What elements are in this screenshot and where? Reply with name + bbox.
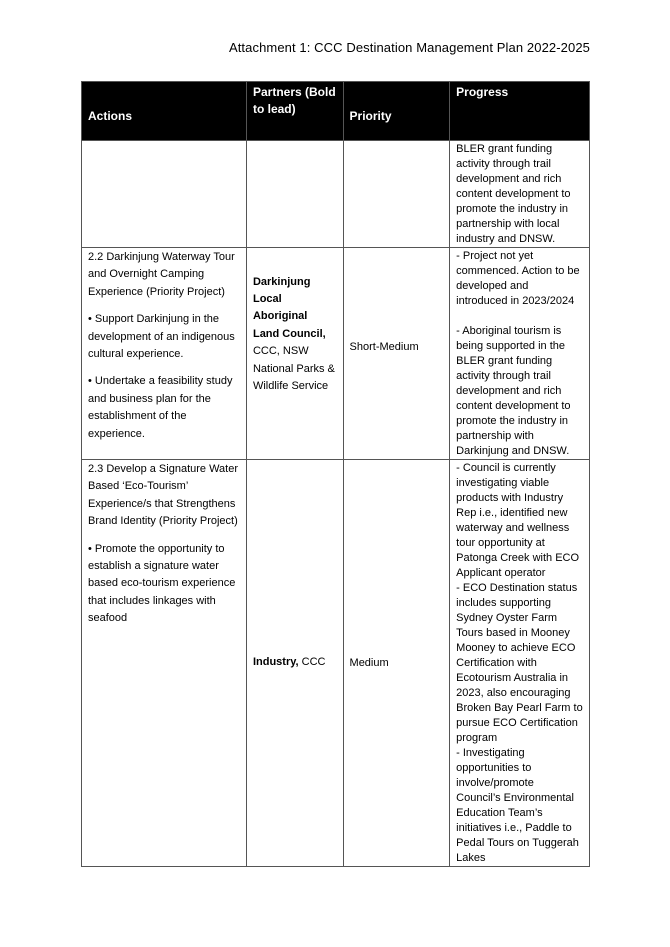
progress-line: Lakes (456, 852, 486, 864)
priority-value: Short-Medium (349, 341, 419, 353)
progress-line: tour opportunity at (456, 537, 545, 549)
column-header-priority: Priority (343, 82, 450, 141)
progress-line: introduced in 2023/2024 (456, 295, 575, 307)
progress-line: - ECO Destination status (456, 582, 578, 594)
table-header-row (82, 82, 590, 141)
priority-value: Medium (349, 656, 389, 669)
progress-line: Mooney to achieve ECO (456, 642, 576, 654)
progress-line: 2023, also encouraging (456, 687, 571, 699)
action-cell (82, 248, 247, 460)
progress-line: Pedal Tours on Tuggerah (456, 837, 579, 849)
document-header: Attachment 1: CCC Destination Management Plan 2022-2025 (228, 40, 590, 55)
column-header-partners: Partners (Bold to lead) (246, 82, 343, 141)
lead-partner: Darkinjung Local Aboriginal Land Council, (252, 275, 326, 340)
partners-cell (246, 248, 343, 460)
progress-line: Rep i.e., identified new (456, 507, 568, 519)
progress-line: partnership with (456, 430, 534, 442)
progress-line: Applicant operator (456, 567, 546, 579)
action-title: 2.2 Darkinjung Waterway Tour and Overnight Camping Experience (Priority Project) (88, 251, 235, 298)
progress-line: being supported in the (456, 340, 566, 352)
action-cell (82, 141, 247, 248)
progress-line: - Investigating (456, 747, 525, 759)
progress-line: Education Team’s (456, 807, 543, 819)
progress-line: industry and DNSW. (456, 233, 556, 245)
progress-cell (450, 141, 590, 248)
progress-line: development and rich (456, 385, 562, 397)
progress-cell (450, 460, 590, 867)
supporting-partners: CCC (298, 656, 326, 669)
progress-line: activity through trail (456, 158, 551, 170)
progress-line: Patonga Creek with ECO (456, 552, 580, 564)
lead-partner: Industry, (252, 656, 299, 669)
progress-line: Broken Bay Pearl Farm to (456, 702, 583, 714)
progress-line: BLER grant funding (456, 355, 553, 367)
table-row (82, 141, 590, 248)
column-header-actions: Actions (82, 82, 247, 141)
progress-line: initiatives i.e., Paddle to (456, 822, 572, 834)
priority-cell (343, 141, 450, 248)
progress-line: involve/promote (456, 777, 534, 789)
progress-line: products with Industry (456, 492, 564, 504)
progress-cell (450, 248, 590, 460)
column-header-progress: Progress (450, 82, 590, 141)
partners-cell (246, 141, 343, 248)
progress-line: includes supporting (456, 597, 551, 609)
progress-line: partnership with local (456, 218, 560, 230)
progress-line: investigating viable (456, 477, 550, 489)
progress-line: Ecotourism Australia in (456, 672, 569, 684)
progress-line: waterway and wellness (456, 522, 570, 534)
action-title: 2.3 Develop a Signature Water Based ‘Eco-Tourism’ Experience/s that Strengthens Brand Identity (Priority Project) (88, 463, 239, 528)
progress-line: - Council is currently (456, 462, 556, 474)
priority-cell (343, 460, 450, 867)
progress-line: content development to (456, 400, 571, 412)
progress-line: promote the industry in (456, 415, 569, 427)
progress-line: commenced. Action to be (456, 265, 580, 277)
progress-line: program (456, 732, 498, 744)
table-row (82, 248, 590, 460)
progress-line: development and rich (456, 173, 562, 185)
progress-line: Sydney Oyster Farm (456, 612, 558, 624)
table-row (82, 460, 590, 867)
action-bullet: • Support Darkinjung in the development of an indigenous cultural experience. (88, 313, 235, 361)
progress-line: - Aboriginal tourism is (456, 325, 562, 337)
progress-line: Council’s Environmental (456, 792, 574, 804)
action-bullet: • Undertake a feasibility study and business plan for the establishment of the experience. (88, 375, 233, 440)
destination-plan-table (81, 81, 590, 867)
partners-cell (246, 460, 343, 867)
progress-line: promote the industry in (456, 203, 569, 215)
progress-line: opportunities to (456, 762, 532, 774)
action-bullet: • Promote the opportunity to establish a signature water based eco-tourism experience that includes linkages with seafood (88, 542, 236, 625)
progress-line: Certification with (456, 657, 537, 669)
progress-line: - Project not yet (456, 250, 534, 262)
progress-line: content development to (456, 188, 571, 200)
progress-line: developed and (456, 280, 529, 292)
progress-line (456, 309, 583, 324)
action-cell (82, 460, 247, 867)
supporting-partners: CCC, NSW National Parks & Wildlife Service (252, 345, 335, 393)
progress-line: Tours based in Mooney (456, 627, 570, 639)
progress-line: pursue ECO Certification (456, 717, 578, 729)
progress-line: Darkinjung and DNSW. (456, 445, 570, 457)
progress-line: activity through trail (456, 370, 551, 382)
progress-line: BLER grant funding (456, 143, 553, 155)
priority-cell (343, 248, 450, 460)
